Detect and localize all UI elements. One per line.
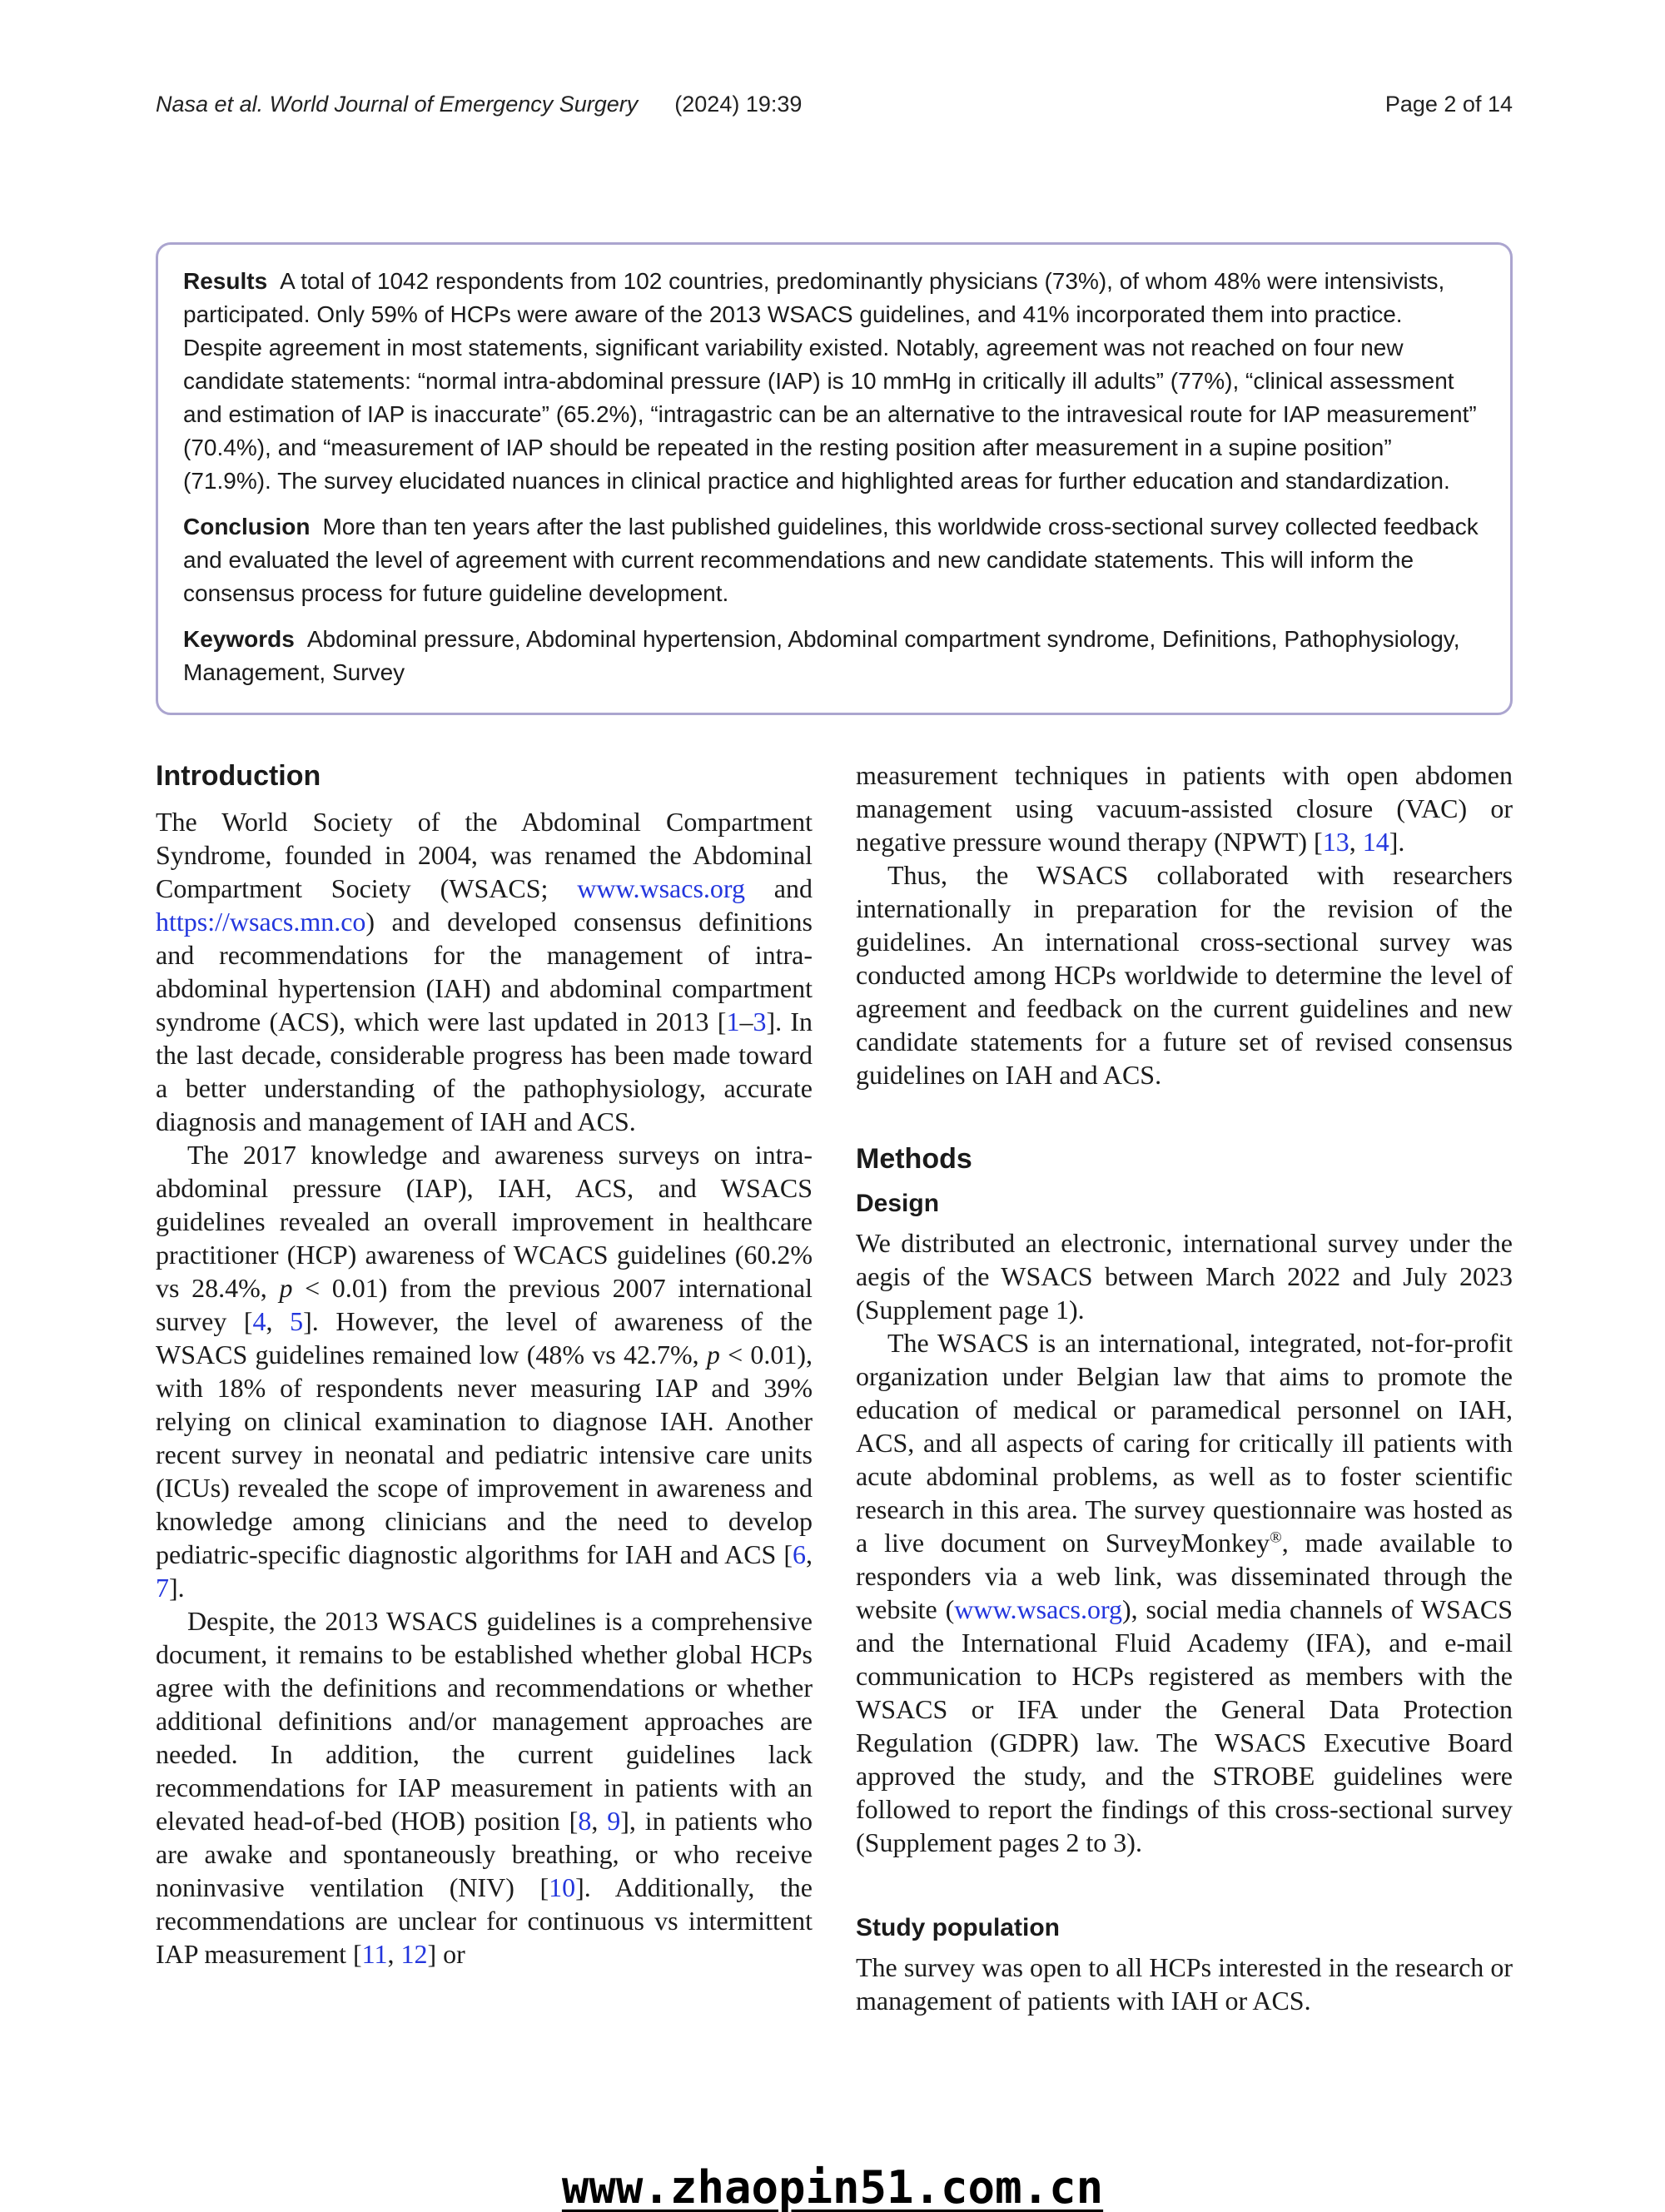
paragraph [156,1138,813,1604]
body-text: ]. Additionally, the recommendations are unclear for continuous vs intermittent IAP measurement [ [156,1872,813,1969]
abstract-section-conclusion [183,510,1485,610]
right-column [856,758,1513,2017]
methods-heading: Methods [856,1143,972,1175]
article-body [156,758,1513,2017]
paragraph [156,1604,813,1971]
design-heading: Design [856,1190,940,1217]
reference-link[interactable]: 1 [726,1007,740,1036]
wsacs-org-link[interactable]: www.wsacs.org [954,1594,1123,1624]
body-text: ) and developed consensus definitions and recommendations for the management of intra-abdominal hypertension (IAH) and abdominal compartment syndrome (ACS), which were last updated in 2013 [ [156,907,813,1036]
body-text: The World Society of the Abdominal Compartment Syndrome, founded in 2004, was renamed the Abdominal Compartment Society (WSACS; [156,807,813,903]
abstract-section-results [183,265,1485,498]
abstract-section-text: Abdominal pressure, Abdominal hypertension, Abdominal compartment syndrome, Definitions, Pathophysiology, Management, Survey [183,626,1460,685]
reference-link[interactable]: 14 [1362,827,1389,857]
paragraph [856,1326,1513,1859]
registered-trademark-symbol: ® [1270,1529,1282,1547]
body-text: The survey was open to all HCPs interested in the research or management of patients with IAH or ACS. [856,1952,1513,2016]
running-header [156,92,1513,117]
study-population-heading: Study population [856,1914,1060,1941]
abstract-box [156,242,1513,715]
abstract-section-label: Conclusion [183,514,311,539]
body-text: ]. However, the level of awareness of the WSACS guidelines remained low (48% vs 42.7%, [156,1306,813,1369]
citation-etal: et al. [214,92,270,117]
body-text: and [744,873,813,903]
abstract-section-label: Results [183,268,268,294]
reference-link[interactable]: 4 [252,1306,266,1336]
body-text: , [266,1306,291,1336]
journal-title: World Journal of Emergency Surgery [269,92,639,117]
wsacs-mn-link[interactable]: https://wsacs.mn.co [156,907,366,937]
body-text: ), social media channels of WSACS and the International Fluid Academy (IFA), and e-mail communication to HCPs registered as members with the WSACS or IFA under the General Data Protection Regulation (GDPR) law. The WSACS Executive Board approved the study, and the STROBE guidelines were followed to report the findings of this cross-sectional survey (Supplement pages 2 to 3). [856,1594,1513,1857]
reference-link[interactable]: 3 [753,1007,767,1036]
paragraph [856,858,1513,1091]
issue-info: (2024) 19:39 [674,92,803,117]
body-text: , [806,1539,813,1569]
body-text: We distributed an electronic, international survey under the aegis of the WSACS between March 2022 and July 2023 (Supplement page 1). [856,1228,1513,1325]
body-text: ], in patients who are awake and spontaneously breathing, or who receive noninvasive ventilation (NIV) [ [156,1806,813,1902]
body-text: ]. In the last decade, considerable progress has been made toward a better understanding of the pathophysiology, accurate diagnosis and management of IAH and ACS. [156,1007,813,1136]
paragraph [856,1226,1513,1326]
paragraph [856,758,1513,858]
italic-text: p [279,1273,293,1303]
reference-link[interactable]: 9 [607,1806,621,1836]
reference-link[interactable]: 5 [290,1306,304,1336]
reference-link[interactable]: 8 [578,1806,592,1836]
body-text: < 0.01) from the previous 2007 international survey [ [156,1273,813,1336]
reference-link[interactable]: 13 [1322,827,1349,857]
page-number: Page 2 of 14 [1384,92,1513,117]
abstract-section-label: Keywords [183,626,295,652]
body-text: ]. [169,1573,185,1603]
body-text: , [591,1806,608,1836]
body-text: ] or [427,1939,465,1969]
reference-link[interactable]: 10 [549,1872,576,1902]
reference-link[interactable]: 7 [156,1573,169,1603]
body-text: – [739,1007,753,1036]
introduction-heading: Introduction [156,760,321,792]
body-text: < 0.01), with 18% of respondents never measuring IAP and 39% relying on clinical examination to diagnose IAH. Another recent survey in neonatal and pediatric intensive care units (ICUs) revealed the scope of improvement in awareness and knowledge among clinicians and the need to develop pediatric-specific diagnostic algorithms for IAH and ACS [ [156,1340,813,1569]
reference-link[interactable]: 6 [793,1539,806,1569]
abstract-section-text: More than ten years after the last published guidelines, this worldwide cross-sectional survey collected feedback and evaluated the level of agreement with current recommendations and new candidate statements. This will inform the consensus process for future guideline development. [183,514,1479,606]
italic-text: p [706,1340,720,1369]
wsacs-org-link[interactable]: www.wsacs.org [577,873,745,903]
body-text: Despite, the 2013 WSACS guidelines is a comprehensive document, it remains to be established whether global HCPs agree with the definitions and recommendations or whether additional definitions and/or management approaches are needed. In addition, the current guidelines lack recommendations for IAP measurement in patients with an elevated head-of-bed (HOB) position [ [156,1606,813,1836]
body-text: The 2017 knowledge and awareness surveys on intra-abdominal pressure (IAP), IAH, ACS, and WSACS guidelines revealed an overall improvement in healthcare practitioner (HCP) awareness of WCACS guidelines (60.2% vs 28.4%, [156,1140,813,1303]
abstract-section-keywords [183,623,1485,689]
paragraph [856,1951,1513,2017]
body-text: Thus, the WSACS collaborated with researchers internationally in preparation for the revision of the guidelines. An international cross-sectional survey was conducted among HCPs worldwide to determine the level of agreement and feedback on the current guidelines and new candidate statements for a future set of revised consensus guidelines on IAH and ACS. [856,860,1513,1090]
body-text: measurement techniques in patients with open abdomen management using vacuum-assisted closure (VAC) or negative pressure wound therapy (NPWT) [ [856,760,1513,857]
body-text: , [387,1939,401,1969]
left-column [156,758,813,1971]
abstract-section-text: A total of 1042 respondents from 102 countries, predominantly physicians (73%), of whom 48% were intensivists, participated. Only 59% of HCPs were aware of the 2013 WSACS guidelines, and 41% incorporated them into practice. Despite agreement in most statements, significant variability existed. Notably, agreement was not reached on four new candidate statements: “normal intra-abdominal pressure (IAP) is 10 mmHg in critically ill adults” (77%), “clinical assessment and estimation of IAP is inaccurate” (65.2%), “intragastric can be an alternative to the intravesical route for IAP measurement” (70.4%), and “measurement of IAP should be repeated in the resting position after measurement in a supine position” (71.9%). The survey elucidated nuances in clinical practice and highlighted areas for further education and standardization. [183,268,1477,494]
watermark-url: www.zhaopin51.com.cn [561,2161,1104,2212]
reference-link[interactable]: 11 [361,1939,388,1969]
reference-link[interactable]: 12 [400,1939,428,1969]
body-text: , [1349,827,1363,857]
body-text: ]. [1389,827,1405,857]
paragraph [156,805,813,1138]
header-citation [156,92,802,117]
body-text: The WSACS is an international, integrated, not-for-profit organization under Belgian law that aims to promote the education of medical or paramedical personnel on IAH, ACS, and all aspects of caring for critically ill patients with acute abdominal problems, as well as to foster scientific research in this area. The survey questionnaire was hosted as a live document on SurveyMonkey [856,1328,1513,1558]
body-text: , made available to responders via a web link, was disseminated through the website ( [856,1528,1513,1624]
citation-authors: Nasa [156,92,215,117]
